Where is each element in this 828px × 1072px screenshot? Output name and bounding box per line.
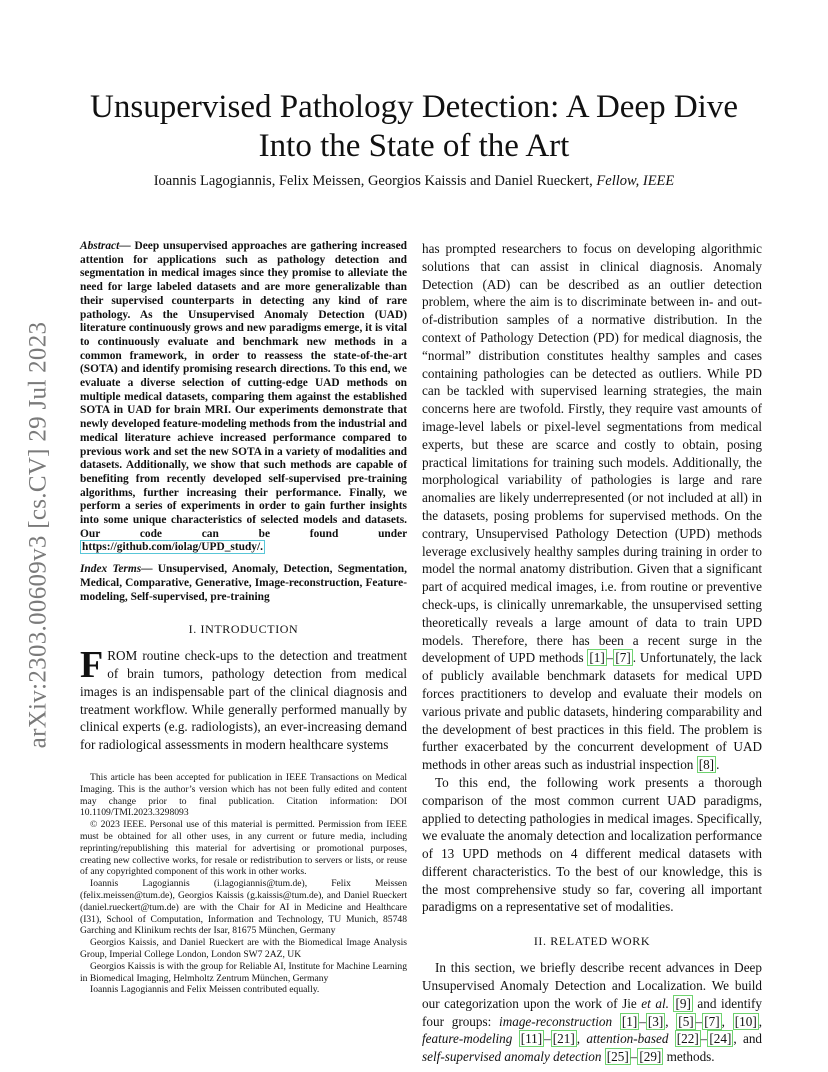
- section-heading-related-work: II. RELATED WORK: [533, 934, 651, 949]
- citation-link[interactable]: [9]: [675, 995, 691, 1011]
- intro-continued-text-b: . Unfortunately, the lack of publicly available benchmark datasets for medical UPD forces practitioners to develop and evaluate their models on various private and public datasets, hindering comparability and the development of best practices in this field. The problem is further exacerbated by the concurrent development of UAD methods in other areas such as industrial inspection: [422, 650, 762, 773]
- right-column: [422, 240, 762, 1066]
- paper-title: Unsupervised Pathology Detection: A Deep Dive Into the State of the Art: [90, 89, 738, 164]
- footnote-publication: This article has been accepted for publication in IEEE Transactions on Medical Imaging. This is the author’s version which has not been fully edited and content may change prior to final publication. Citation information: DOI 10.1109/TMI.2023.3298093: [80, 772, 407, 819]
- citation-link[interactable]: [21]: [552, 1031, 575, 1047]
- index-terms-label: Index Terms: [80, 563, 142, 576]
- author-names: Ioannis Lagogiannis, Felix Meissen, Georgios Kaissis and Daniel Rueckert,: [153, 173, 593, 189]
- arxiv-identifier-text: arXiv:2303.00609v3 [cs.CV] 29 Jul 2023: [24, 321, 51, 749]
- index-terms: [80, 563, 407, 604]
- sentence-end: .: [716, 757, 720, 773]
- citation-dash: –: [700, 1031, 708, 1047]
- abstract-text: — Deep unsupervised approaches are gathering increased attention for applications such as pathology detection and segmentation in medical images since they promise to alleviate the need for large labeled datasets and are more generalizable than their supervised counterparts in detecting any kind of rare pathology. As the Unsupervised Anomaly Detection (UAD) literature continuously grows and new paradigms emerge, it is vital to continuously evaluate and benchmark new methods in a common framework, in order to reassess the state-of-the-art (SOTA) and identify promising research directions. To this end, we evaluate a diverse selection of cutting-edge UAD methods on multiple medical datasets, comparing them against the established SOTA in UAD for brain MRI. Our experiments demonstrate that newly developed feature-modeling methods from the industrial and medical literature achieve increased performance compared to previous work and set the new SOTA in a variety of modalities and datasets. Additionally, we show that such methods are capable of benefiting from recently developed self-supervised pre-training algorithms, further increasing their performance. Finally, we perform a series of experiments in order to gain further insights into some unique characteristics of selected models and datasets. Our code can be found under: [80, 240, 407, 540]
- category-attention-based: attention-based: [586, 1031, 669, 1047]
- author-fellow: Fellow, IEEE: [596, 173, 675, 189]
- citation-link[interactable]: [7]: [704, 1013, 720, 1029]
- related-text: In this section, we briefly describe recent advances in Deep Unsupervised Anomaly Detection and Localization. We build our categorization upon the work of Jie: [422, 960, 762, 1011]
- citation-link[interactable]: [29]: [639, 1049, 662, 1065]
- footnote-equal-contribution: Ioannis Lagogiannis and Felix Meissen contributed equally.: [90, 984, 320, 996]
- citation-dash: –: [544, 1031, 551, 1047]
- left-column: [80, 240, 407, 754]
- related-end: methods.: [663, 1049, 715, 1065]
- related-work-paragraph: In this section, we briefly describe recent advances in Deep Unsupervised Anomaly Detection and Localization. We build our categorization upon the work of Jie et al. [9] and identify four groups: image-reconstruction [1] – [3] , [5] – [7] , [10] , feature-modeling [11] – [21] , attention-based [22] – [24] , and self-supervised anomaly detection [25] – [29] methods.: [422, 960, 763, 1065]
- citation-link[interactable]: [24]: [709, 1031, 732, 1047]
- footnote-affiliation-tum: Ioannis Lagogiannis (i.lagogiannis@tum.de), Felix Meissen (felix.meissen@tum.de), Georgios Kaissis (g.kaissis@tum.de), and Daniel Rueckert (daniel.rueckert@tum.de) are with the Chair for AI in Medicine and Healthcare (I31), School of Computation, Information and Technology, TU Munich, 85748 Garching and Klinikum rechts der Isar, 81675 München, Germany: [80, 878, 407, 937]
- citation-link[interactable]: [25]: [606, 1049, 629, 1065]
- citation-link[interactable]: [7]: [615, 650, 631, 666]
- intro-paragraph: [80, 644, 407, 754]
- citation-link[interactable]: [3]: [647, 1013, 664, 1029]
- citation-link[interactable]: [22]: [676, 1031, 699, 1047]
- section-heading-introduction: I. INTRODUCTION: [188, 622, 299, 637]
- category-image-reconstruction: image-reconstruction: [499, 1013, 613, 1029]
- citation-dash: –: [695, 1013, 703, 1029]
- citation-link[interactable]: [8]: [698, 757, 715, 773]
- related-etal: et al.: [641, 995, 669, 1011]
- intro-continued-text: has prompted researchers to focus on developing algorithmic solutions that can assist in clinical diagnosis. Anomaly Detection (AD) can be described as an outlier detection problem, where the aim is to discriminate between in- and out-of-distribution samples of a normative distribution. In the context of Pathology Detection (PD) for medical diagnosis, the “normal” distribution constitutes healthy samples and cases containing pathologies can be detected as outliers. While PD can be tackled with supervised learning strategies, the main concerns here are twofold. Firstly, they require vast amounts of image-level labels or pixel-level segmentations from medical experts, but these are scarce and costly to obtain, posing practical limitations for training such models. Additionally, the morphological variability of pathologies is large and rare anomalies are likely underrepresented (or not included at all) in the datasets, posing problems for supervised methods. On the contrary, Unsupervised Pathology Detection (UPD) methods leverage exclusively healthy samples during training in order to model the normal anatomy distribution. Given that a significant part of acquired medical images, i.e. from routine or preventive check-ups, is clinically unremarkable, the unsupervised setting theoretically reveals a large amount of data to train UPD models. Therefore, there has been a recent surge in the development of UPD methods: [422, 241, 762, 666]
- arxiv-identifier: [20, 300, 56, 770]
- category-feature-modeling: feature-modeling: [422, 1031, 513, 1047]
- index-terms-text: — Unsupervised, Anomaly, Detection, Segmentation, Medical, Comparative, Generative, Image-reconstruction, Feature-modeling, Self-supervised, pre-training: [80, 563, 407, 603]
- footnote-copyright: © 2023 IEEE. Personal use of this material is permitted. Permission from IEEE must be obtained for all other uses, in any current or future media, including reprinting/republishing this material for advertising or promotional purposes, creating new collective works, for resale or redistribution to servers or lists, or reuse of any copyrighted component of this work in other works.: [80, 819, 407, 878]
- intro-continued-paragraph: [422, 240, 762, 774]
- footnote-affiliation-imperial: Georgios Kaissis, and Daniel Rueckert are with the Biomedical Image Analysis Group, Imperial College London, London SW7 2AZ, UK: [80, 937, 407, 960]
- abstract: [80, 240, 407, 555]
- related-and: , and: [733, 1031, 763, 1047]
- citation-link[interactable]: [11]: [520, 1031, 543, 1047]
- author-line: [60, 172, 768, 190]
- citation-link[interactable]: [1]: [621, 1013, 638, 1029]
- code-link[interactable]: https://github.com/iolag/UPD_study/.: [82, 541, 264, 554]
- citation-link[interactable]: [1]: [589, 650, 605, 666]
- contribution-paragraph: To this end, the following work presents a thorough comparison of the most common current UAD paradigms, applied to detecting pathologies in medical images. Specifically, we evaluate the anomaly detection and localization performance of 13 UPD methods on 4 different medical datasets with different characteristics. To the best of our knowledge, this is the most comprehensive study so far, covering all important paradigms on a representative set of modalities.: [422, 774, 762, 915]
- intro-text: ROM routine check-ups to the detection and treatment of brain tumors, pathology detection from medical images is an indispensable part of the clinical diagnosis and treatment workflow. While generally performed manually by clinical experts (e.g. radiologists), an ever-increasing demand for radiological assessments in modern healthcare systems: [80, 648, 407, 753]
- citation-link[interactable]: [10]: [734, 1013, 757, 1029]
- abstract-label: Abstract: [80, 240, 120, 252]
- category-self-supervised: self-supervised anomaly detection: [422, 1049, 602, 1065]
- footnote-affiliation-helmholtz: Georgios Kaissis is with the group for Reliable AI, Institute for Machine Learning in Biomedical Imaging, Helmholtz Zentrum München, Germany: [80, 960, 407, 984]
- related-text-b: and identify four groups:: [422, 995, 763, 1029]
- citation-link[interactable]: [5]: [678, 1013, 694, 1029]
- footnotes: [80, 772, 407, 996]
- citation-dash: –: [639, 1013, 646, 1029]
- drop-cap: F: [80, 644, 104, 687]
- citation-dash: –: [630, 1049, 638, 1065]
- citation-dash: –: [606, 650, 614, 666]
